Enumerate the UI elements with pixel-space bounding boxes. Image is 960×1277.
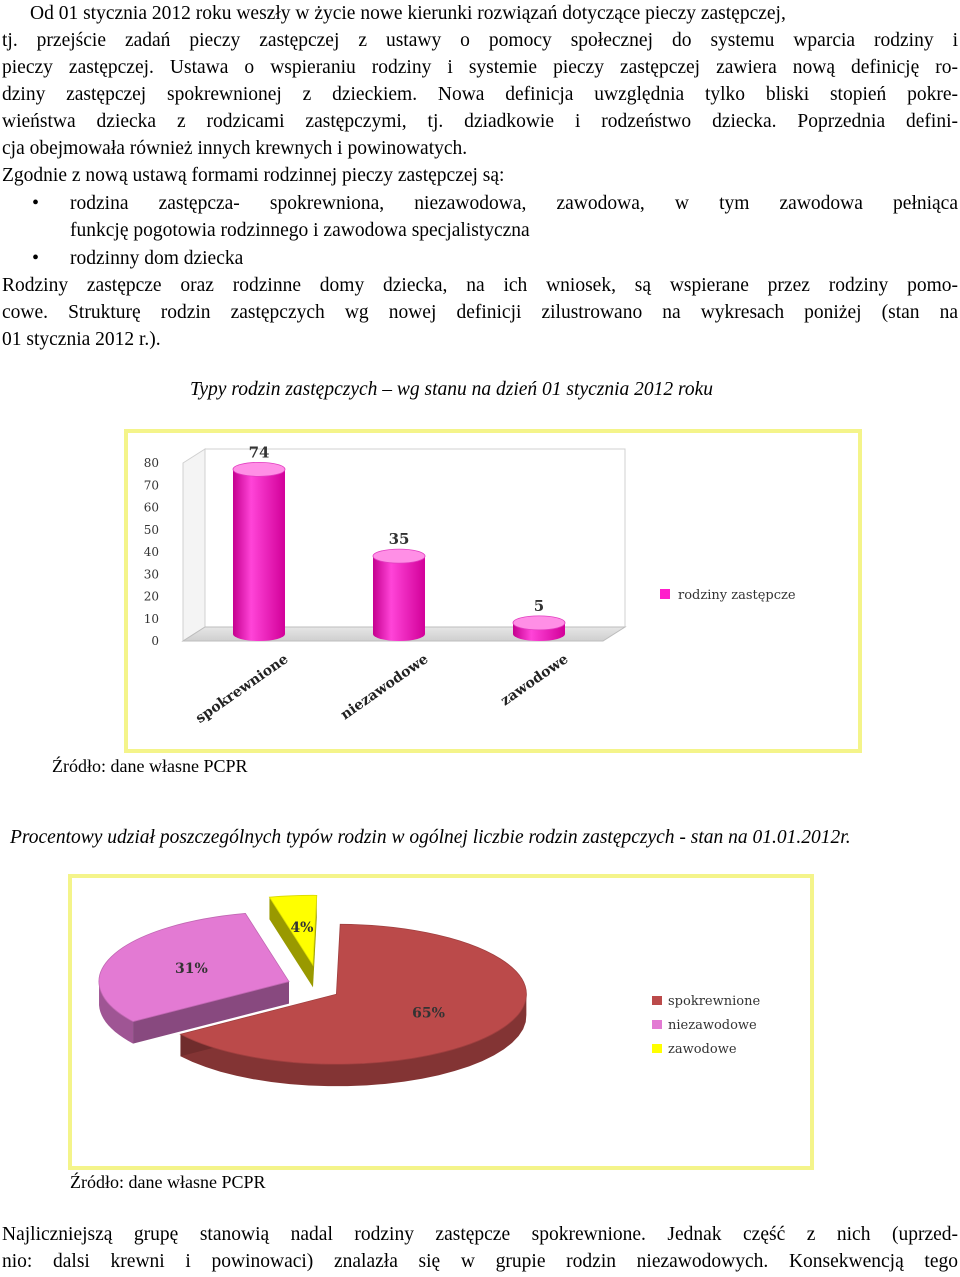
- y-tick-label: 60: [143, 500, 159, 515]
- x-category-label: niezawodowe: [337, 651, 432, 724]
- y-tick-label: 30: [143, 567, 159, 582]
- pie-chart-caption: Procentowy udział poszczególnych typów rodzin w ogólnej liczbie rodzin zastępczych - stan na 01.01.2012r.: [10, 827, 851, 848]
- y-tick-label: 40: [143, 545, 159, 559]
- pie-chart-svg: [72, 878, 810, 1166]
- legend-swatch: [652, 1044, 662, 1053]
- bullet-marker: •: [32, 247, 40, 269]
- legend-label: rodziny zastępcze: [678, 588, 796, 603]
- pie-chart: [68, 874, 814, 1170]
- bar-body: [373, 556, 425, 641]
- y-tick-label: 50: [143, 522, 159, 537]
- intro-line: wieństwa dziecka z rodzicami zastępczymi, tj. dziadkowie i rodzeństwo dziecka. Poprzednia defini-: [2, 111, 958, 132]
- bullet-line: rodzinny dom dziecka: [70, 248, 244, 269]
- y-tick-label: 0: [151, 634, 159, 648]
- bar-data-label: 5: [533, 596, 545, 615]
- legend-label: zawodowe: [668, 1042, 737, 1057]
- bar: [373, 549, 425, 641]
- bullet-item: [0, 190, 958, 244]
- pie-data-label: 65%: [412, 1005, 445, 1022]
- intro-line: Od 01 stycznia 2012 roku weszły w życie nowe kierunki rozwiązań dotyczące pieczy zastępczej,: [30, 3, 786, 24]
- intro-line: tj. przejście zadań pieczy zastępczej z ustawy o pomocy społecznej do systemu wparcia rodziny i: [2, 30, 958, 51]
- bar-body: [233, 469, 285, 641]
- pie-chart-source: Źródło: dane własne PCPR: [70, 1172, 266, 1192]
- bullet-marker: •: [32, 192, 40, 214]
- legend-swatch: [660, 589, 670, 599]
- intro-line: dziny zastępczej spokrewnionej z dzieckiem. Nowa definicja uwzględnia tylko bliski stopień pokre-: [2, 84, 958, 105]
- bar-data-label: 35: [388, 530, 410, 549]
- x-category-label: zawodowe: [497, 651, 572, 710]
- legend-label: niezawodowe: [668, 1018, 757, 1033]
- conclusion-paragraph: [2, 1221, 958, 1275]
- support-line: Rodziny zastępcze oraz rodzinne domy dziecka, na ich wniosek, są wspierane przez rodziny pomo-: [2, 275, 958, 296]
- y-tick-label: 20: [143, 589, 159, 604]
- bar-top: [373, 549, 425, 563]
- bar-chart-source: Źródło: dane własne PCPR: [52, 756, 248, 776]
- intro-line: cja obejmowała również innych krewnych i powinowatych.: [2, 138, 468, 159]
- bar-data-label: 74: [248, 443, 270, 462]
- bar-chart: [124, 429, 862, 753]
- pie-data-label: 4%: [290, 920, 314, 937]
- legend-swatch: [652, 996, 662, 1005]
- bullet-item: [0, 245, 958, 272]
- y-tick-label: 70: [143, 478, 159, 493]
- y-tick-label: 80: [143, 456, 159, 470]
- bar-top: [513, 616, 565, 630]
- legend-label: spokrewnione: [668, 994, 761, 1009]
- y-tick-label: 10: [143, 611, 159, 626]
- support-paragraph: [2, 272, 958, 353]
- conclusion-line: nio: dalsi krewni i powinowaci) znalazła się w grupie rodzin niezawodowych. Konsekwencją tego: [2, 1251, 958, 1272]
- conclusion-line: Najliczniejszą grupę stanowią nadal rodziny zastępcze spokrewnione. Jednak część z nich (uprzed-: [2, 1224, 958, 1245]
- intro-paragraph: [2, 0, 958, 189]
- intro-line: Zgodnie z nową ustawą formami rodzinnej pieczy zastępczej są:: [2, 165, 505, 186]
- bullet-line: funkcję pogotowia rodzinnego i zawodowa specjalistyczna: [70, 220, 530, 241]
- bar: [233, 462, 285, 641]
- support-line: cowe. Strukturę rodzin zastępczych wg nowej definicji zilustrowano na wykresach poniżej (stan na: [2, 302, 958, 323]
- bullet-line: rodzina zastępcza- spokrewniona, niezawodowa, zawodowa, w tym zawodowa pełniąca: [70, 193, 958, 214]
- chart-side-wall: [183, 449, 205, 641]
- x-category-label: spokrewnione: [192, 651, 292, 727]
- bar-top: [233, 462, 285, 476]
- pie-data-label: 31%: [174, 960, 208, 977]
- bar: [513, 616, 565, 641]
- bar-chart-svg: [128, 433, 858, 749]
- bar-chart-caption: Typy rodzin zastępczych – wg stanu na dzień 01 stycznia 2012 roku: [190, 379, 714, 400]
- legend-swatch: [652, 1020, 662, 1029]
- intro-line: pieczy zastępczej. Ustawa o wspieraniu rodziny i systemie pieczy zastępczej zawiera nową definicję ro-: [2, 57, 958, 78]
- support-line: 01 stycznia 2012 r.).: [2, 329, 161, 350]
